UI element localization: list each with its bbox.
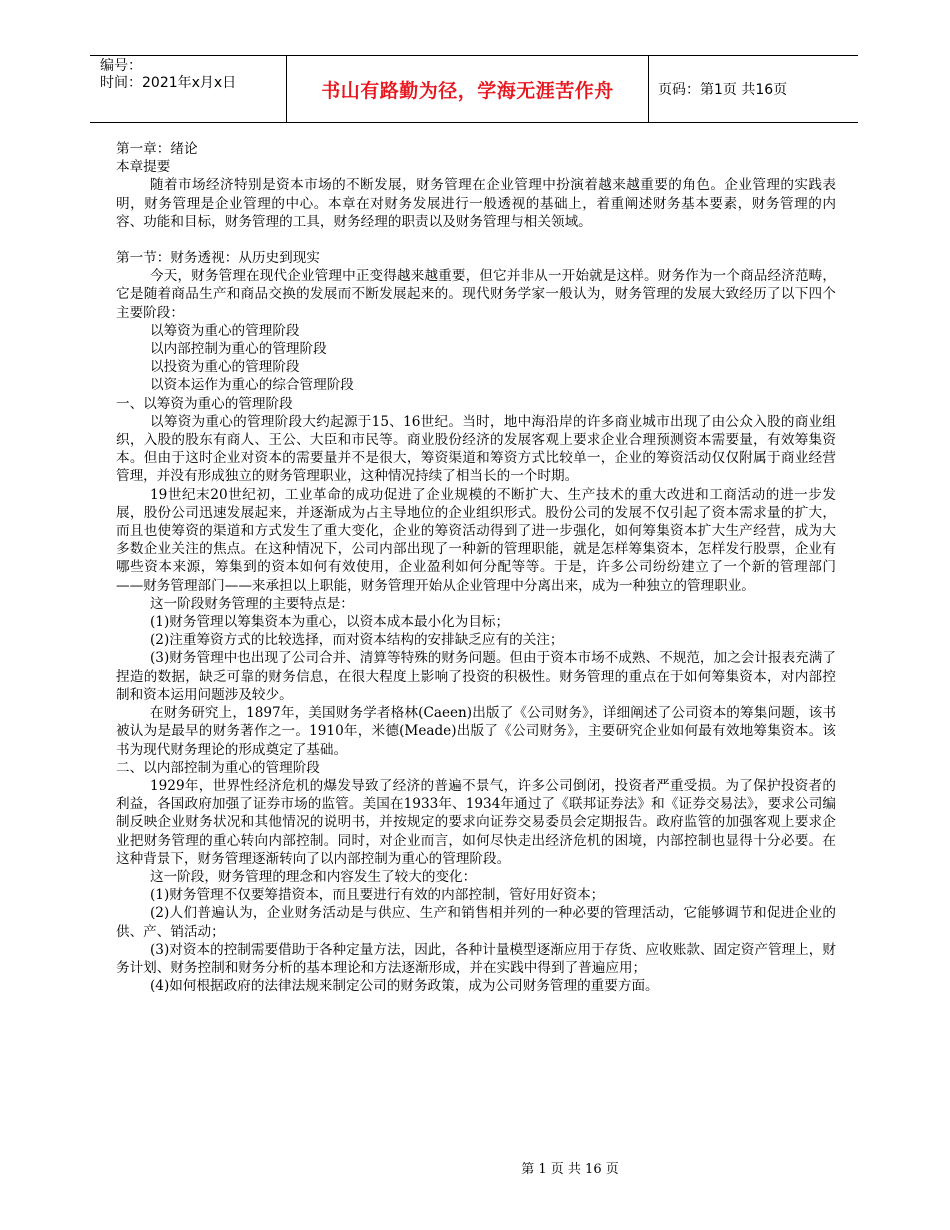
- paragraph-gap: [116, 231, 836, 249]
- body-paragraph: 以筹资为重心的管理阶段大约起源于15、16世纪。当时，地中海沿岸的许多商业城市出现了由公众入股的商业组织，入股的股东有商人、王公、大臣和市民等。商业股份经济的发展客观上要求企业合理预测资本需要量，有效筹集资本。但由于这时企业对资本的需要量并不是很大，筹资渠道和筹资方式比较单一，企业的筹资活动仅仅附属于商业经营管理，并没有形成独立的财务管理职业，这种情况持续了相当长的一个时期。: [116, 413, 836, 485]
- stage-list-item: 以筹资为重心的管理阶段: [150, 322, 300, 339]
- feature-list-item: (4)如何根据政府的法律法规来制定公司的财务政策，成为公司财务管理的重要方面。: [150, 978, 659, 995]
- feature-list-item: (3)对资本的控制需要借助于各种定量方法，因此，各种计量模型逐渐应用于存货、应收账款、固定资产管理上，财务计划、财务控制和财务分析的基本理论和方法逐渐形成，并在实践中得到了普遍应用；: [116, 941, 836, 976]
- subsection-heading: 二、以内部控制为重心的管理阶段: [116, 759, 320, 776]
- chapter-summary-paragraph: 随着市场经济特别是资本市场的不断发展，财务管理在企业管理中扮演着越来越重要的角色。企业管理的实践表明，财务管理是企业管理的中心。本章在对财务发展进行一般透视的基础上，着重阐述财务基本要素，财务管理的内容、功能和目标，财务管理的工具，财务经理的职责以及财务管理与相关领域。: [116, 177, 836, 230]
- subsection-heading: 一、以筹资为重心的管理阶段: [116, 395, 293, 412]
- page-footer: 第 1 页 共 16 页: [521, 1162, 619, 1177]
- body-paragraph: 19世纪末20世纪初，工业革命的成功促进了企业规模的不断扩大、生产技术的重大改进和工商活动的进一步发展，股份公司迅速发展起来，并逐渐成为占主导地位的企业组织形式。股份公司的发展不仅引起了资本需求量的扩大，而且也使筹资的渠道和方式发生了重大变化，企业的筹资活动得到了进一步强化，如何筹集资本扩大生产经营，成为大多数企业关注的焦点。在这种情况下，公司内部出现了一种新的管理职能，就是怎样筹集资本，怎样发行股票，企业有哪些资本来源，筹集到的资本如何有效使用，企业盈利如何分配等等。于是，许多公司纷纷建立了一个新的管理部门——财务管理部门——来承担以上职能，财务管理开始从企业管理中分离出来，成为一种独立的管理职业。: [116, 486, 836, 594]
- header-motto: 书山有路勤为径，学海无涯苦作舟: [286, 56, 649, 122]
- document-body: [116, 140, 836, 995]
- body-paragraph: 这一阶段财务管理的主要特点是：: [150, 595, 354, 612]
- stage-list-item: 以资本运作为重心的综合管理阶段: [150, 377, 354, 394]
- stage-list-item: 以投资为重心的管理阶段: [150, 359, 300, 376]
- section-title: 第一节：财务透视：从历史到现实: [116, 250, 320, 267]
- feature-list-item: (1)财务管理以筹集资本为重心，以资本成本最小化为目标；: [150, 614, 510, 631]
- header-page-label: 页码：第1页 共16页: [658, 82, 788, 98]
- body-paragraph: 1929年，世界性经济危机的爆发导致了经济的普遍不景气，许多公司倒闭，投资者严重受损。为了保护投资者的利益，各国政府加强了证券市场的监管。美国在1933年、1934年通过了《联邦证券法》和《证券交易法》，要求公司编制反映企业财务状况和其他情况的说明书，并按规定的要求向证券交易委员会定期报告。政府监管的加强客观上要求企业把财务管理的重心转向内部控制。同时，对企业而言，如何尽快走出经济危机的困境，内部控制也显得十分必要。在这种背景下，财务管理逐渐转向了以内部控制为重心的管理阶段。: [116, 777, 836, 867]
- chapter-summary-heading: 本章提要: [116, 159, 171, 176]
- chapter-title: 第一章：绪论: [116, 141, 198, 157]
- feature-list-item: (2)人们普遍认为，企业财务活动是与供应、生产和销售相并列的一种必要的管理活动，它能够调节和促进企业的供、产、销活动；: [116, 905, 836, 940]
- page-header: [90, 55, 858, 123]
- stage-list-item: 以内部控制为重心的管理阶段: [150, 341, 327, 358]
- body-paragraph: 在财务研究上，1897年，美国财务学者格林(Caeen)出版了《公司财务》，详细阐述了公司资本的筹集问题，该书被认为是最早的财务著作之一。1910年，米德(Meade)出版了《公司财务》，主要研究企业如何最有效地筹集资本。该书为现代财务理论的形成奠定了基础。: [116, 705, 836, 758]
- feature-list-item: (3)财务管理中也出现了公司合并、清算等特殊的财务问题。但由于资本市场不成熟、不规范，加之会计报表充满了捏造的数据，缺乏可靠的财务信息，在很大程度上影响了投资的积极性。财务管理的重点在于如何筹集资本，对内部控制和资本运用问题涉及较少。: [116, 650, 836, 703]
- header-meta: [90, 56, 286, 122]
- header-time-label: 时间：2021年x月x日: [100, 75, 237, 91]
- body-paragraph: 今天，财务管理在现代企业管理中正变得越来越重要，但它并非从一开始就是这样。财务作为一个商品经济范畴，它是随着商品生产和商品交换的发展而不断发展起来的。现代财务学家一般认为，财务管理的发展大致经历了以下四个主要阶段：: [116, 268, 836, 321]
- feature-list-item: (2)注重筹资方式的比较选择，而对资本结构的安排缺乏应有的关注；: [150, 632, 564, 649]
- body-paragraph: 这一阶段，财务管理的理念和内容发生了较大的变化：: [150, 868, 477, 885]
- feature-list-item: (1)财务管理不仅要筹措资本，而且要进行有效的内部控制，管好用好资本；: [150, 887, 605, 904]
- header-code-label: 编号：: [100, 58, 142, 74]
